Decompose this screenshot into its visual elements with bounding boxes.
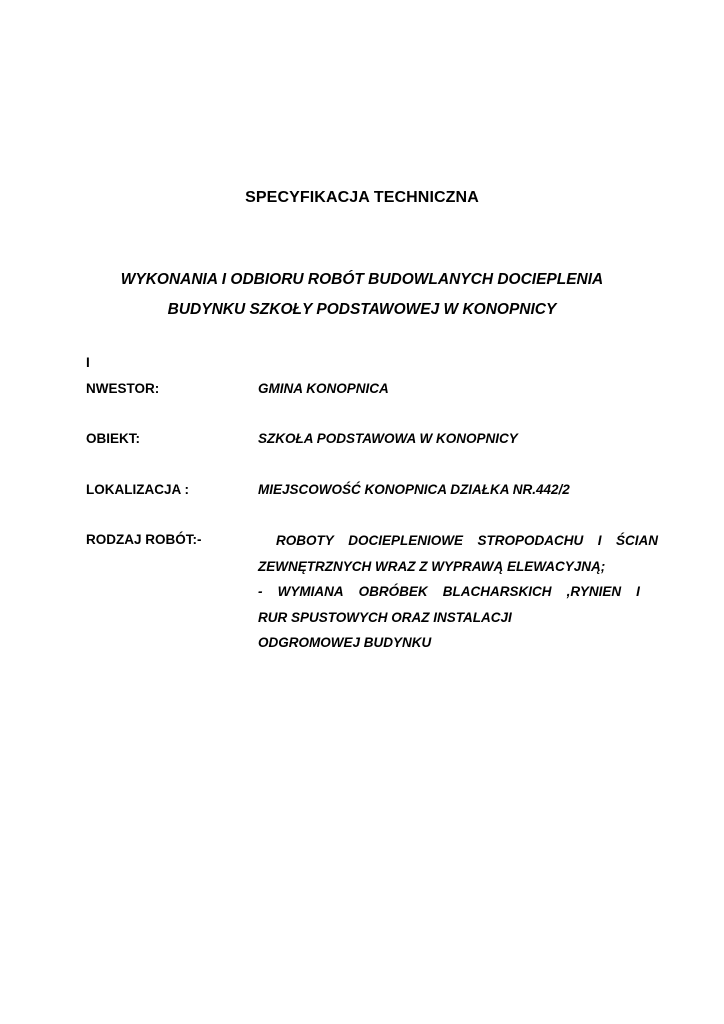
object-value: SZKOŁA PODSTAWOWA W KONOPNICY	[258, 431, 518, 446]
location-value: MIEJSCOWOŚĆ KONOPNICA DZIAŁKA NR.442/2	[258, 482, 570, 497]
works-description	[258, 528, 658, 656]
investor-label: NWESTOR:	[86, 381, 160, 396]
object-label: OBIEKT:	[86, 431, 140, 446]
location-label: LOKALIZACJA :	[86, 482, 189, 497]
works-line-1: ROBOTY DOCIEPLENIOWE STROPODACHU I ŚCIAN	[276, 533, 658, 548]
stray-letter: I	[86, 355, 90, 370]
works-line-2: ZEWNĘTRZNYCH WRAZ Z WYPRAWĄ ELEWACYJNĄ;	[258, 558, 606, 574]
document-subtitle-line-2: BUDYNKU SZKOŁY PODSTAWOWEJ W KONOPNICY	[167, 301, 557, 318]
investor-value: GMINA KONOPNICA	[258, 381, 389, 396]
works-line-5: ODGROMOWEJ BUDYNKU	[258, 635, 432, 650]
works-line-4: RUR SPUSTOWYCH ORAZ INSTALACJI	[258, 609, 512, 625]
document-subtitle-line-1: WYKONANIA I ODBIORU ROBÓT BUDOWLANYCH DOCIEPLENIA	[120, 271, 604, 288]
document-title: SPECYFIKACJA TECHNICZNA	[245, 189, 479, 206]
works-type-label: RODZAJ ROBÓT:-	[86, 532, 202, 547]
works-line-3: - WYMIANA OBRÓBEK BLACHARSKICH ,RYNIEN I	[258, 584, 640, 599]
